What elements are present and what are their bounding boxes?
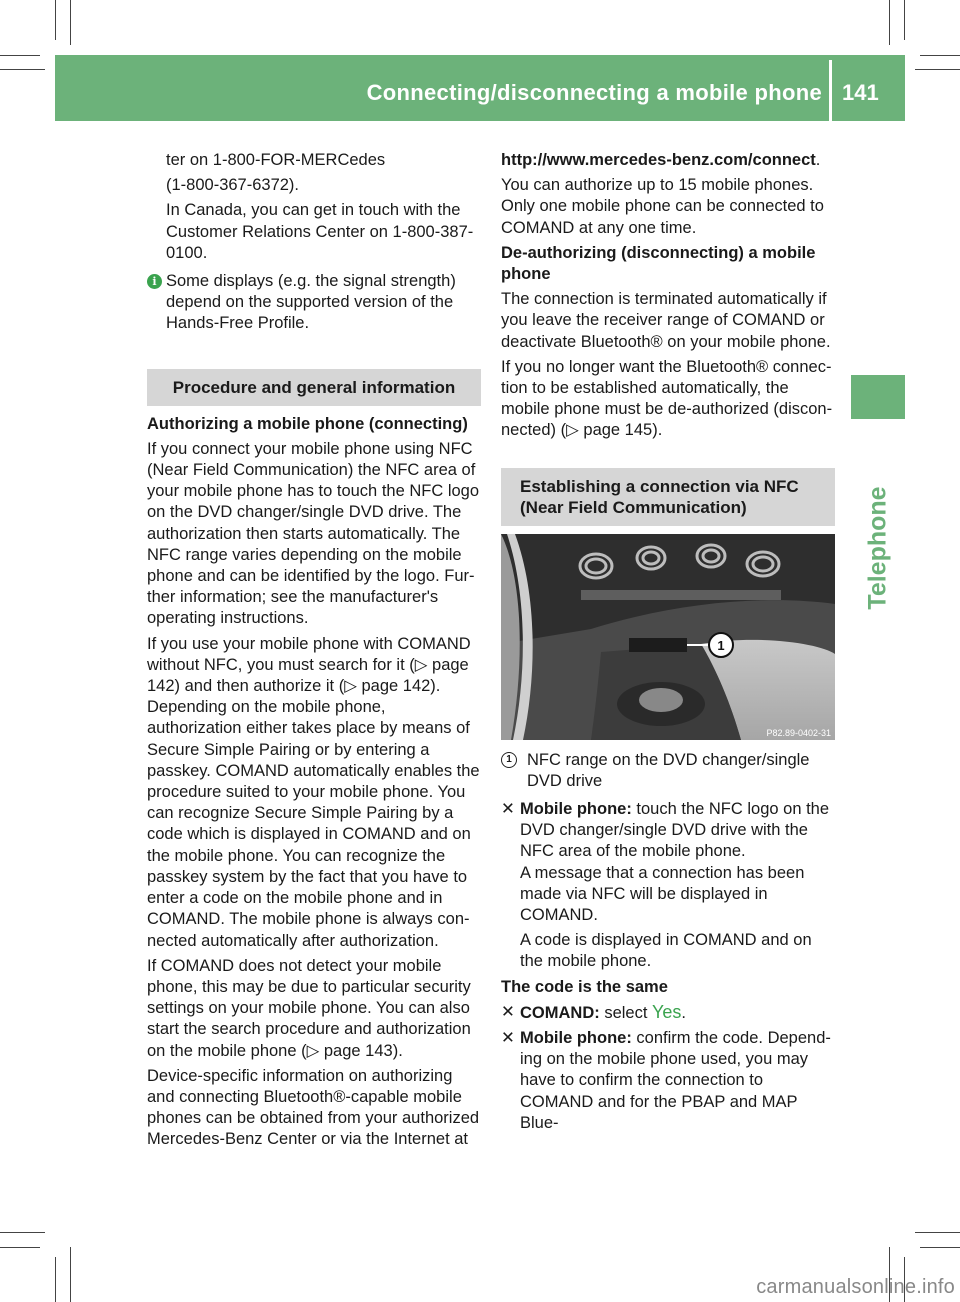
figure-callout-number: 1 — [717, 637, 725, 653]
step-label: Mobile phone: — [520, 800, 632, 819]
crop-mark — [70, 0, 71, 45]
step-label: COMAND: — [520, 1003, 600, 1022]
paragraph-authorize-limit: You can authorize up to 15 mobile phones. Only one mobile phone can be connected to COMAND at any one time. — [501, 176, 824, 237]
subheading-code-same: The code is the same — [501, 977, 668, 996]
step-mobile-confirm — [501, 1028, 835, 1134]
step-arrow-icon: ✕ — [501, 800, 515, 819]
chapter-tab — [851, 375, 905, 419]
crop-mark — [920, 1247, 960, 1248]
ui-option-yes: Yes — [652, 1001, 682, 1022]
crop-mark — [915, 69, 960, 70]
subheading-authorizing: Authorizing a mobile phone (connecting) — [147, 414, 468, 433]
intro-line: ter on 1-800-FOR-MERCedes — [166, 151, 386, 169]
paragraph-no-longer: If you no longer want the Bluetooth® connection to be established automatically, the mobile phone must be de-authorized (disconnected) (▷ page 145). — [501, 357, 833, 440]
step-arrow-icon: ✕ — [501, 1029, 515, 1048]
section-title-nfc — [501, 468, 835, 526]
step-mobile-touch — [501, 799, 835, 973]
dashboard-illustration — [501, 534, 835, 740]
right-column — [501, 150, 835, 1138]
step-end: . — [681, 1003, 687, 1022]
canada-paragraph: In Canada, you can get in touch with the Customer Relations Center on 1-800-387-0100. — [166, 201, 474, 262]
crop-mark — [70, 1247, 71, 1302]
paragraph-without-nfc: If you use your mobile phone with COMAND without NFC, you must search for it (▷ page 142) and then authorize it (▷ page 142). Depending on the mobile phone, authorization either takes place by means of Secure Simple Pairing or by entering a passkey. COMAND automatically enables the procedure suited to your mobile phone. You can recognize Secure Simple Pairing by a code which is displayed in COMAND and on the mobile phone. You can recognize the passkey system by the fact that you have to enter a code on the mobile phone and in COMAND. The mobile phone is always connected automatically after authorization. — [147, 634, 480, 950]
intro-line: (1-800-367-6372). — [166, 176, 299, 195]
url-paragraph — [501, 150, 835, 171]
section-title-line: (Near Field Communication) — [520, 497, 747, 517]
page-header-title: Connecting/disconnecting a mobile phone — [366, 80, 822, 105]
paragraph-nfc: If you connect your mobile phone using NFC (Near Field Communication) the NFC area of your mobile phone has to touch the NFC logo on the DVD changer/single DVD drive. The authorization then starts automatically. The NFC range varies depending on the mobile phone and can be identified by the logo. Further information; see the manufacturer's operating instructions. — [147, 439, 480, 628]
left-column — [147, 150, 481, 1155]
step-result: A code is displayed in COMAND and on the mobile phone. — [520, 931, 812, 971]
url-suffix: . — [815, 151, 821, 169]
step-result: A message that a connection has been made via NFC will be displayed in COMAND. — [520, 863, 805, 925]
step-comand-select — [501, 1002, 835, 1024]
info-icon: i — [147, 274, 162, 289]
step-label: Mobile phone: — [520, 1029, 632, 1048]
callout-text: NFC range on the DVD changer/single DVD drive — [527, 750, 810, 790]
crop-mark — [0, 55, 40, 56]
crop-mark — [915, 1232, 960, 1233]
step-arrow-icon: ✕ — [501, 1002, 515, 1021]
crop-mark — [920, 55, 960, 56]
step-text: touch the NFC logo on the DVD changer/single DVD drive with the NFC area of the mobile phone. — [520, 800, 830, 861]
url-link[interactable]: http://www.mercedes-benz.com/connect — [501, 151, 816, 169]
step-text: confirm the code. Depending on the mobile phone used, you may have to confirm the connection to COMAND and for the PBAP and MAP Blue- — [520, 1029, 831, 1132]
crop-mark — [0, 1247, 40, 1248]
crop-mark — [55, 1257, 56, 1302]
callout-number-icon: 1 — [501, 752, 517, 768]
section-title-line: Establishing a connection via NFC — [520, 476, 799, 496]
step-text: select — [604, 1003, 648, 1022]
paragraph-terminated: The connection is terminated automatically if you leave the receiver range of COMAND or deactivate Bluetooth® on your mobile phone. — [501, 290, 831, 351]
info-note-text: Some displays (e.g. the signal strength) depend on the supported version of the Hands-Free Profile. — [166, 272, 456, 333]
figure-code: P82.89-0402-31 — [766, 727, 831, 738]
crop-mark — [0, 69, 45, 70]
crop-mark — [55, 0, 56, 40]
crop-mark — [889, 0, 890, 45]
dashboard-photo — [501, 534, 835, 740]
subheading-deauthorizing: De-authorizing (disconnecting) a mobile phone — [501, 243, 816, 284]
info-note — [147, 271, 481, 335]
watermark: carmanualsonline.info — [756, 1276, 955, 1298]
chapter-label: Telephone — [863, 486, 892, 610]
page-number: 141 — [842, 80, 879, 105]
crop-mark — [904, 0, 905, 40]
paragraph-not-detected: If COMAND does not detect your mobile phone, this may be due to particular security settings on your mobile phone. You can also start the search procedure and authorization on the mobile phone (▷ page 143). — [147, 956, 471, 1060]
crop-mark — [0, 1232, 45, 1233]
header-divider — [829, 60, 832, 121]
section-title-procedure: Procedure and general information — [147, 369, 481, 406]
figure-callout — [501, 750, 835, 792]
paragraph-device-info: Device-specific information on authorizing and connecting Bluetooth®-capable mobile phones can be obtained from your authorized Mercedes-Benz Center or via the Internet at — [147, 1066, 480, 1149]
